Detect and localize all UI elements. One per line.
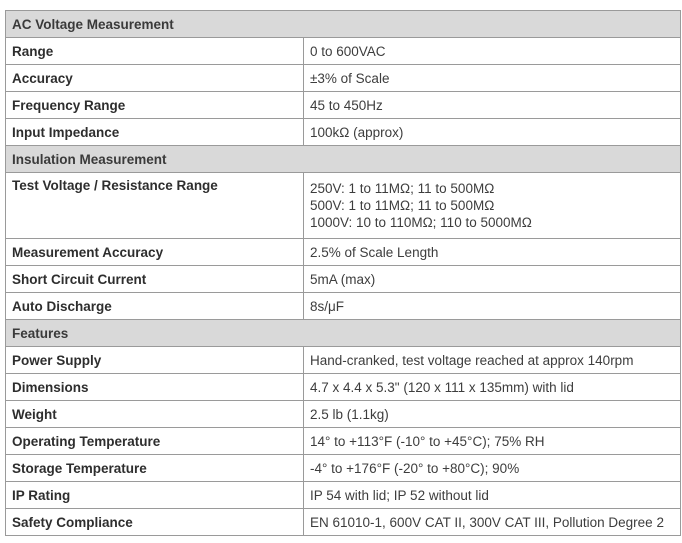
spec-value-line: 250V: 1 to 11MΩ; 11 to 500MΩ bbox=[310, 181, 495, 196]
spec-row-short-circuit-current bbox=[6, 266, 681, 293]
spec-value-line: 500V: 1 to 11MΩ; 11 to 500MΩ bbox=[310, 198, 495, 213]
spec-value: 45 to 450Hz bbox=[304, 92, 681, 119]
spec-row-auto-discharge bbox=[6, 293, 681, 320]
spec-row-input-impedance bbox=[6, 119, 681, 146]
spec-value: IP 54 with lid; IP 52 without lid bbox=[304, 482, 681, 509]
spec-value: 5mA (max) bbox=[304, 266, 681, 293]
spec-value-multiline bbox=[304, 173, 681, 239]
spec-row-measurement-accuracy bbox=[6, 239, 681, 266]
specifications-table bbox=[5, 10, 681, 536]
spec-row-safety-compliance bbox=[6, 509, 681, 536]
spec-value: EN 61010-1, 600V CAT II, 300V CAT III, Pollution Degree 2 bbox=[304, 509, 681, 536]
spec-label: Dimensions bbox=[6, 374, 304, 401]
spec-row-test-voltage bbox=[6, 173, 681, 239]
spec-row-power-supply bbox=[6, 347, 681, 374]
spec-label: Auto Discharge bbox=[6, 293, 304, 320]
spec-value: 2.5 lb (1.1kg) bbox=[304, 401, 681, 428]
spec-row-accuracy bbox=[6, 65, 681, 92]
spec-label: Operating Temperature bbox=[6, 428, 304, 455]
section-title: AC Voltage Measurement bbox=[6, 11, 681, 38]
spec-row-operating-temperature bbox=[6, 428, 681, 455]
spec-value: 4.7 x 4.4 x 5.3" (120 x 111 x 135mm) with lid bbox=[304, 374, 681, 401]
spec-label: Test Voltage / Resistance Range bbox=[6, 173, 304, 239]
spec-value: 100kΩ (approx) bbox=[304, 119, 681, 146]
spec-label: Safety Compliance bbox=[6, 509, 304, 536]
spec-label: Range bbox=[6, 38, 304, 65]
spec-row-range bbox=[6, 38, 681, 65]
spec-row-storage-temperature bbox=[6, 455, 681, 482]
spec-value: 8s/μF bbox=[304, 293, 681, 320]
spec-value: Hand-cranked, test voltage reached at approx 140rpm bbox=[304, 347, 681, 374]
spec-label: Frequency Range bbox=[6, 92, 304, 119]
section-header-insulation bbox=[6, 146, 681, 173]
spec-value: 0 to 600VAC bbox=[304, 38, 681, 65]
spec-row-dimensions bbox=[6, 374, 681, 401]
spec-label: Short Circuit Current bbox=[6, 266, 304, 293]
section-title: Features bbox=[6, 320, 681, 347]
spec-value: ±3% of Scale bbox=[304, 65, 681, 92]
spec-label: Accuracy bbox=[6, 65, 304, 92]
spec-value: 14° to +113°F (-10° to +45°C); 75% RH bbox=[304, 428, 681, 455]
spec-value-line: 1000V: 10 to 110MΩ; 110 to 5000MΩ bbox=[310, 215, 532, 230]
spec-row-ip-rating bbox=[6, 482, 681, 509]
spec-row-weight bbox=[6, 401, 681, 428]
section-header-features bbox=[6, 320, 681, 347]
spec-label: Measurement Accuracy bbox=[6, 239, 304, 266]
spec-value: 2.5% of Scale Length bbox=[304, 239, 681, 266]
section-header-ac-voltage bbox=[6, 11, 681, 38]
spec-label: Weight bbox=[6, 401, 304, 428]
spec-row-frequency-range bbox=[6, 92, 681, 119]
section-title: Insulation Measurement bbox=[6, 146, 681, 173]
spec-value: -4° to +176°F (-20° to +80°C); 90% bbox=[304, 455, 681, 482]
spec-label: Storage Temperature bbox=[6, 455, 304, 482]
spec-label: IP Rating bbox=[6, 482, 304, 509]
spec-label: Power Supply bbox=[6, 347, 304, 374]
spec-label: Input Impedance bbox=[6, 119, 304, 146]
